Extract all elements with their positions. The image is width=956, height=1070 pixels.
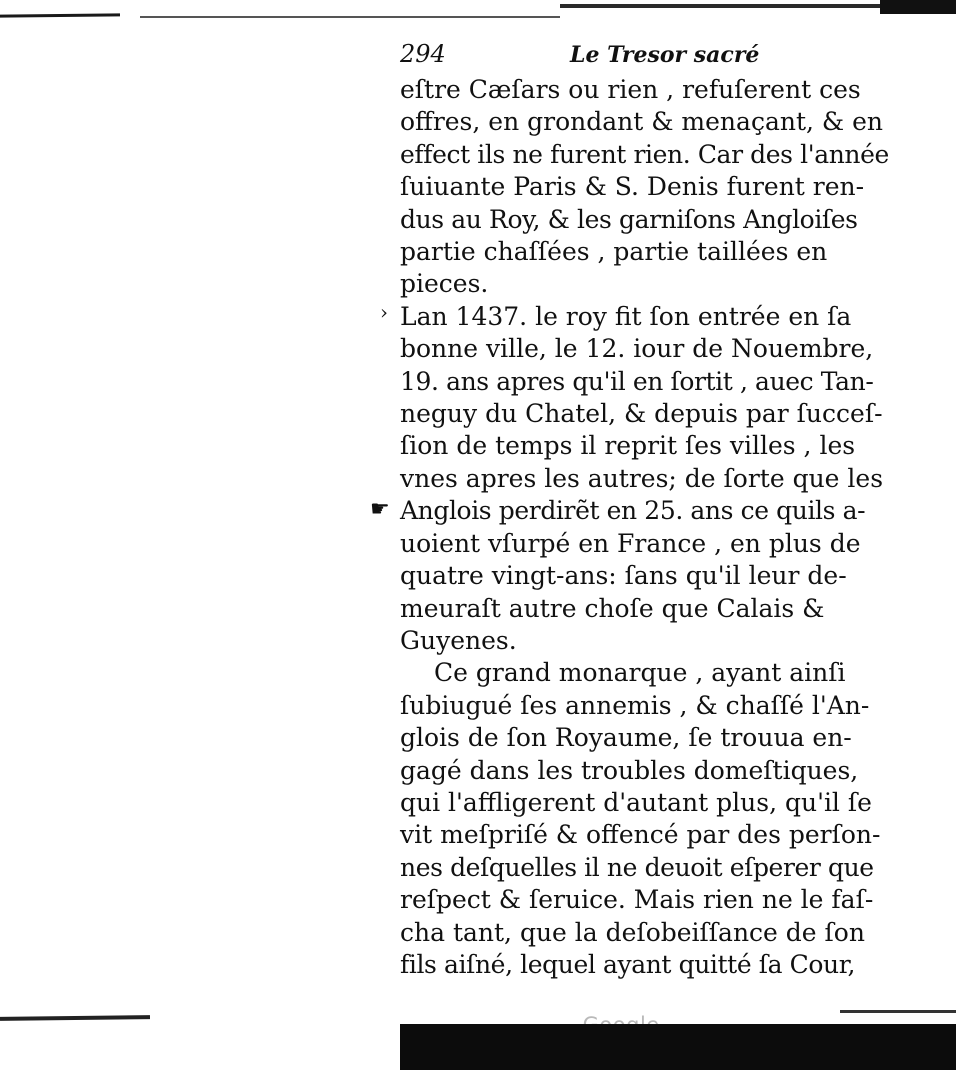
text-line: offres, en grondant & menaçant, & en	[400, 107, 883, 137]
text-line: nes deſquelles il ne deuoit eſperer que	[400, 852, 874, 882]
text-line: cha tant, que la deſobeiſſance de ſon	[400, 917, 865, 947]
text-line: qui l'affligerent d'autant plus, qu'il ſe	[400, 787, 872, 817]
text-line: effect ils ne furent rien. Car des l'année	[400, 139, 889, 169]
text-line: 19. ans apres qu'il en ſortit , auec Tan-	[400, 366, 874, 396]
text-line: partie chaſſées , partie taillées en	[400, 237, 828, 267]
text-line: reſpect & ſeruice. Mais rien ne le faſ-	[400, 885, 874, 915]
text-line: uoient vſurpé en France , en plus de	[400, 528, 861, 558]
text-line: eſtre Cæſars ou rien , refuſerent ces	[400, 75, 861, 104]
scan-top-edge	[0, 0, 956, 30]
paragraph-mark-icon: ›	[380, 300, 388, 324]
body-text	[400, 74, 889, 981]
text-line: bonne ville, le 12. iour de Nouembre,	[400, 334, 874, 364]
text-line: dus au Roy, & les garniſons Angloiſes	[400, 204, 858, 234]
scan-bottom-edge	[0, 1010, 956, 1070]
text-line: Anglois perdirẽt en 25. ans ce quils a-	[400, 496, 866, 526]
book-page	[400, 40, 889, 981]
text-line: Guyenes.	[400, 625, 517, 655]
text-line: ſubiugué ſes annemis , & chaſſé l'An-	[400, 690, 870, 720]
text-line: ſion de temps il reprit ſes villes , les	[400, 431, 856, 461]
text-line: ſuiuante Paris & S. Denis furent ren-	[400, 172, 865, 202]
text-line: meuraſt autre choſe que Calais &	[400, 593, 825, 623]
text-line: Ce grand monarque , ayant ainſi	[434, 658, 846, 688]
text-line: vnes apres les autres; de ſorte que les	[400, 463, 884, 493]
page-header	[400, 40, 870, 74]
running-title: Le Tresor sacré	[570, 42, 760, 68]
text-line: quatre vingt-ans: ſans qu'il leur de-	[400, 561, 847, 591]
text-line: Lan 1437. le roy fit ſon entrée en ſa	[400, 301, 852, 331]
pointing-hand-icon: ☛	[370, 497, 390, 522]
page-number: 294	[400, 40, 446, 68]
text-line: pieces.	[400, 269, 489, 299]
text-line: glois de ſon Royaume, ſe trouua en-	[400, 723, 852, 753]
text-line: fils aiſné, lequel ayant quitté ſa Cour,	[400, 949, 856, 979]
text-line: gagé dans les troubles domeſtiques,	[400, 755, 859, 785]
text-line: neguy du Chatel, & depuis par ſucceſ-	[400, 399, 883, 429]
text-line: vit meſpriſé & offencé par des perſon-	[400, 820, 881, 850]
